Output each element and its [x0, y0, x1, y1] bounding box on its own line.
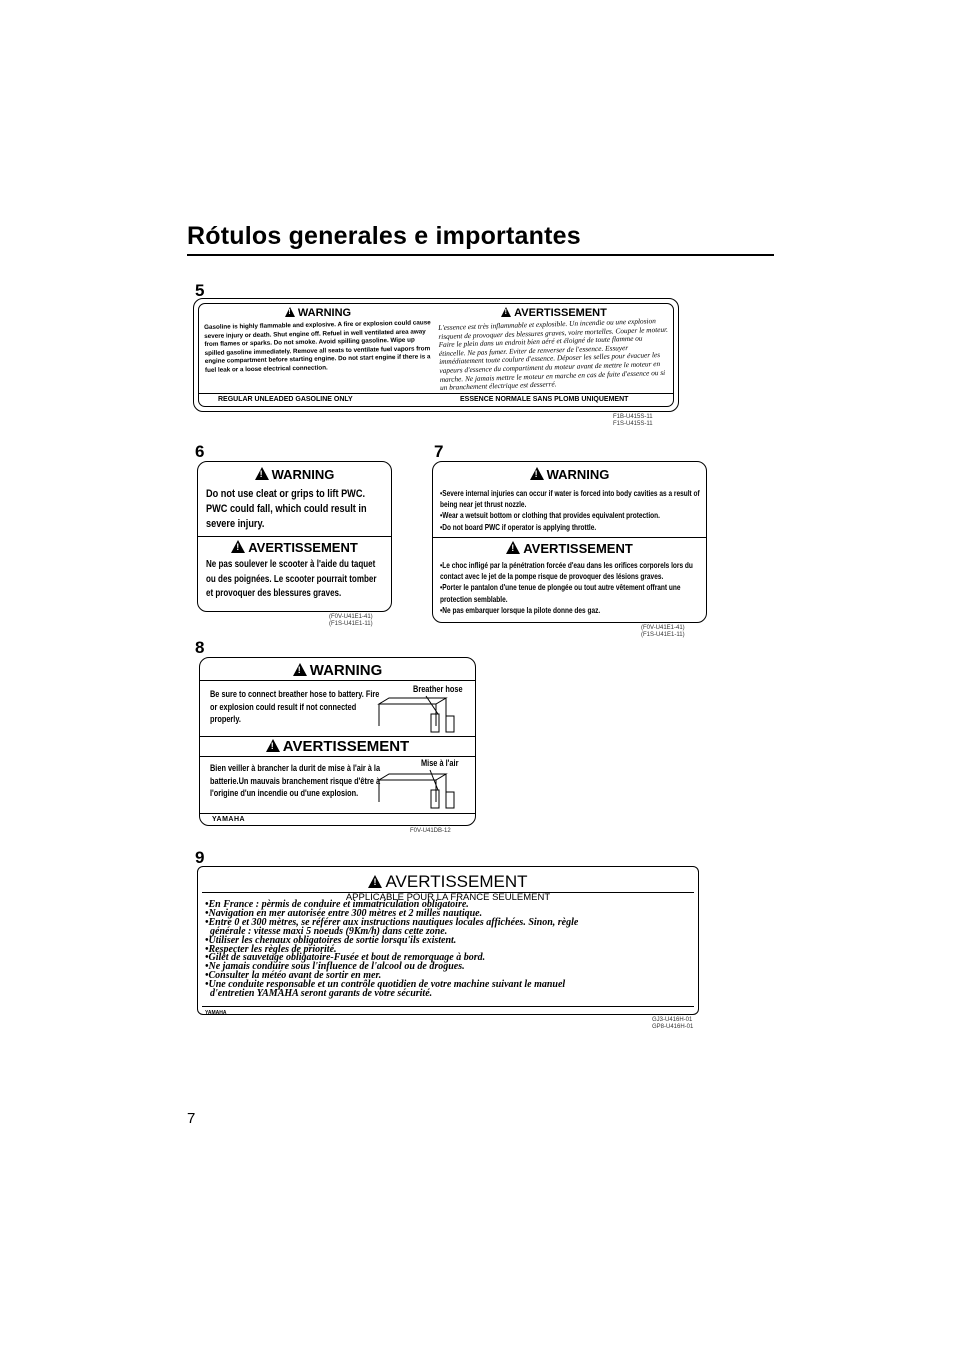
- list-item: •Do not board PWC if operator is applying throttle.: [440, 521, 597, 532]
- label-9-subtitle: APPLICABLE POUR LA FRANCE SEULEMENT: [345, 892, 551, 903]
- title-rule: [187, 254, 774, 256]
- part-code: (F0V-U41E1-41): [329, 614, 373, 620]
- label-5-footer: [198, 393, 674, 407]
- label-number-9: 9: [195, 848, 205, 867]
- label-7-code: [641, 625, 685, 639]
- label-6-code: [329, 614, 373, 628]
- warning-triangle-icon: [266, 739, 280, 752]
- label-5-english-text: Gasoline is highly flammable and explosive. A fire or explosion could cause severe injury or death. Shut engine off. Refuel in well ventilated area away from flames or sparks. Do not smoke. Avoid spilling gasoline. Wipe up spilled gasoline immediately. Remove all seats to ventilate fuel vapors from engine compartment before starting engine. Do not start engine if there is a fuel leak or a loose electrical connection.: [204, 319, 431, 374]
- list-item: •Ne jamais conduire sous l'influence de l'alcool ou de drogues.: [205, 961, 465, 973]
- breather-hose-tag: Breather hose: [413, 684, 463, 694]
- avertissement-heading: AVERTISSEMENT: [385, 872, 528, 891]
- label-6-lift: [197, 461, 392, 612]
- list-item: •Consulter la météo avant de sortir en mer.: [205, 970, 382, 982]
- label-number-7: 7: [434, 442, 444, 461]
- divider: [202, 1006, 694, 1007]
- list-item: •Utiliser les chenaux obligatoires de sortie lorsqu'ils existent.: [205, 934, 457, 946]
- label-8-english-text: Be sure to connect breather hose to battery. Fire or explosion could result if not connected properly.: [210, 689, 380, 724]
- part-code: (F1S-U41E1-11): [329, 621, 373, 627]
- brand-yamaha: YAMAHA: [212, 816, 246, 823]
- list-item: •Gilet de sauvetage obligatoire-Fusée et bout de remorquage à bord.: [205, 952, 486, 964]
- label-5-gasoline: [193, 298, 679, 412]
- label-5-code: [613, 414, 653, 428]
- list-item: •Ne pas embarquer lorsque la pilote donne des gaz.: [440, 604, 601, 615]
- warning-triangle-icon: [530, 467, 544, 480]
- warning-heading: WARNING: [309, 662, 383, 679]
- label-number-8: 8: [195, 638, 205, 657]
- avertissement-heading: AVERTISSEMENT: [523, 541, 633, 556]
- warning-heading: WARNING: [297, 307, 352, 319]
- avertissement-heading: AVERTISSEMENT: [248, 540, 358, 555]
- label-5-english: [204, 307, 432, 376]
- label-5-french: [438, 307, 670, 393]
- label-7-english-list: [440, 488, 701, 533]
- warning-triangle-icon: [231, 540, 245, 553]
- label-6-french-text: Ne pas soulever le scooter à l'aide du taquet ou des poignées. Le scooter pourrait tomber et provoquer des blessures graves.: [206, 559, 377, 599]
- label-number-5: 5: [195, 281, 205, 300]
- warning-triangle-icon: [506, 541, 520, 554]
- list-item: •Porter le pantalon d'une tenue de plongée ou tout autre vêtement offrant une protection semblable.: [440, 582, 681, 604]
- warning-triangle-icon: [501, 307, 511, 317]
- list-item: •Navigation en mer autorisée entre 300 mètres et 2 milles nautique.: [205, 907, 483, 919]
- mise-a-lair-tag: Mise à l'air: [421, 758, 459, 768]
- warning-triangle-icon: [368, 875, 382, 888]
- label-7-jet-injury: [432, 461, 707, 623]
- divider: [200, 813, 475, 814]
- label-7-french-list: [440, 560, 701, 616]
- list-item: •Wear a wetsuit bottom or clothing that provides equivalent protection.: [440, 510, 660, 521]
- label-5-french-text: L'essence est très inflammable et explosible. Un incendie ou une explosion risquent de provoquer des blessures graves, voire mortelles. Couper le moteur. Faire le plein dans un endroit bien aéré et éloigné de toute flamme ou étincelle. Ne pas fumer. Eviter de renverser de l'essence. Essuyer immédiatement toute coulure d'essence. Déposer les selles pour évacuer les vapeurs d'essence du compartiment du moteur avant de mettre le moteur en marche. Ne jamais mettre le moteur en marche en cas de fuite d'essence ou si un branchement électrique est desserré.: [437, 316, 669, 393]
- avertissement-heading: AVERTISSEMENT: [514, 307, 607, 319]
- part-code: (F1S-U41E1-11): [641, 632, 685, 638]
- part-code: (F0V-U41E1-41): [641, 625, 685, 631]
- label-9-rules: [205, 901, 695, 999]
- page-number: 7: [187, 1110, 196, 1127]
- label-9-france: [197, 866, 699, 1015]
- divider: [200, 736, 475, 737]
- avertissement-heading: AVERTISSEMENT: [282, 738, 410, 755]
- list-item: d'entretien YAMAHA seront garants de votre sécurité.: [205, 988, 433, 1000]
- battery-illustration-icon: [376, 692, 468, 736]
- label-6-english-text: Do not use cleat or grips to lift PWC. PWC could fall, which could result in severe injury.: [206, 488, 367, 530]
- brand-yamaha: YAMAHA: [205, 1010, 227, 1016]
- part-code: GJ3-U416H-01: [652, 1017, 693, 1023]
- label-8-breather-hose: [199, 657, 476, 826]
- label-9-code: [652, 1017, 693, 1031]
- list-item: •Une conduite responsable et un contrôle quotidien de votre machine suivant le manuel: [205, 979, 566, 991]
- label-8-french-text: Bien veiller à brancher la durit de mise à l'air à la batterie.Un mauvais branchement risque d'être à l'origine d'un incendie ou d'une explosion.: [210, 763, 381, 798]
- list-item: •Le choc infligé par la pénétration forcée d'eau dans les orifices corporels lors du contact avec le jet de la pompe risque de provoquer des lésions graves.: [440, 560, 693, 582]
- warning-heading: WARNING: [546, 467, 610, 482]
- warning-triangle-icon: [255, 467, 269, 480]
- part-code: F1B-U415S-11: [613, 414, 653, 420]
- divider: [200, 680, 475, 681]
- divider: [198, 536, 391, 537]
- list-item: générale : vitesse maxi 5 noeuds (9Km/h) dans cette zone.: [205, 925, 448, 937]
- divider: [433, 537, 706, 538]
- divider: [200, 756, 475, 757]
- footer-en: REGULAR UNLEADED GASOLINE ONLY: [218, 396, 353, 403]
- list-item: •Respecter les règles de priorité.: [205, 943, 337, 955]
- warning-triangle-icon: [285, 307, 295, 317]
- warning-triangle-icon: [293, 663, 307, 676]
- part-code: F1S-U415S-11: [613, 421, 653, 427]
- page-title: Rótulos generales e importantes: [187, 222, 581, 250]
- battery-illustration-icon: [376, 768, 468, 812]
- list-item: •En France : pèrmis de conduire et immatriculation obligatoire.: [205, 899, 469, 910]
- part-code: GP8-U416H-01: [652, 1024, 694, 1030]
- label-number-6: 6: [195, 442, 205, 461]
- label-8-code: F0V-U41DB-12: [410, 828, 451, 834]
- warning-heading: WARNING: [271, 467, 335, 482]
- list-item: •Severe internal injuries can occur if water is forced into body cavities as a result of being near jet thrust nozzle.: [440, 488, 700, 510]
- footer-fr: ESSENCE NORMALE SANS PLOMB UNIQUEMENT: [460, 396, 629, 403]
- list-item: •Entre 0 et 300 mètres, se référer aux instructions nautiques locales affichées. Sinon, règle: [205, 916, 579, 928]
